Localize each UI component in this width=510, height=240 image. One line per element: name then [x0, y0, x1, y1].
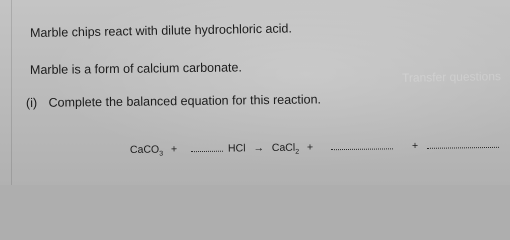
answer-blank-product-2[interactable] — [331, 139, 393, 150]
product-cacl2: CaCl$_2$ — [271, 141, 300, 156]
question-part-i — [26, 92, 321, 110]
part-number: (i) — [25, 95, 38, 110]
instruction-text: Complete the balanced equation for this reaction. — [48, 92, 322, 110]
chemical-equation — [130, 138, 499, 158]
arrow-icon: → — [253, 142, 264, 155]
answer-blank-coefficient[interactable] — [191, 142, 223, 152]
question-line-2: Marble is a form of calcium carbonate. — [29, 60, 242, 77]
plus-sign: + — [411, 139, 419, 153]
plus-sign: + — [170, 143, 178, 156]
question-line-1: Marble chips react with dilute hydrochloric acid. — [29, 21, 293, 40]
bleed-through-text: Transfer questions — [401, 69, 502, 85]
page-margin-line — [11, 0, 12, 185]
answer-blank-product-3[interactable] — [427, 138, 499, 149]
plus-sign: + — [306, 141, 314, 154]
reactant-caco3: CaCO$_3$ — [129, 143, 164, 158]
reactant-hcl: HCl — [227, 142, 246, 155]
